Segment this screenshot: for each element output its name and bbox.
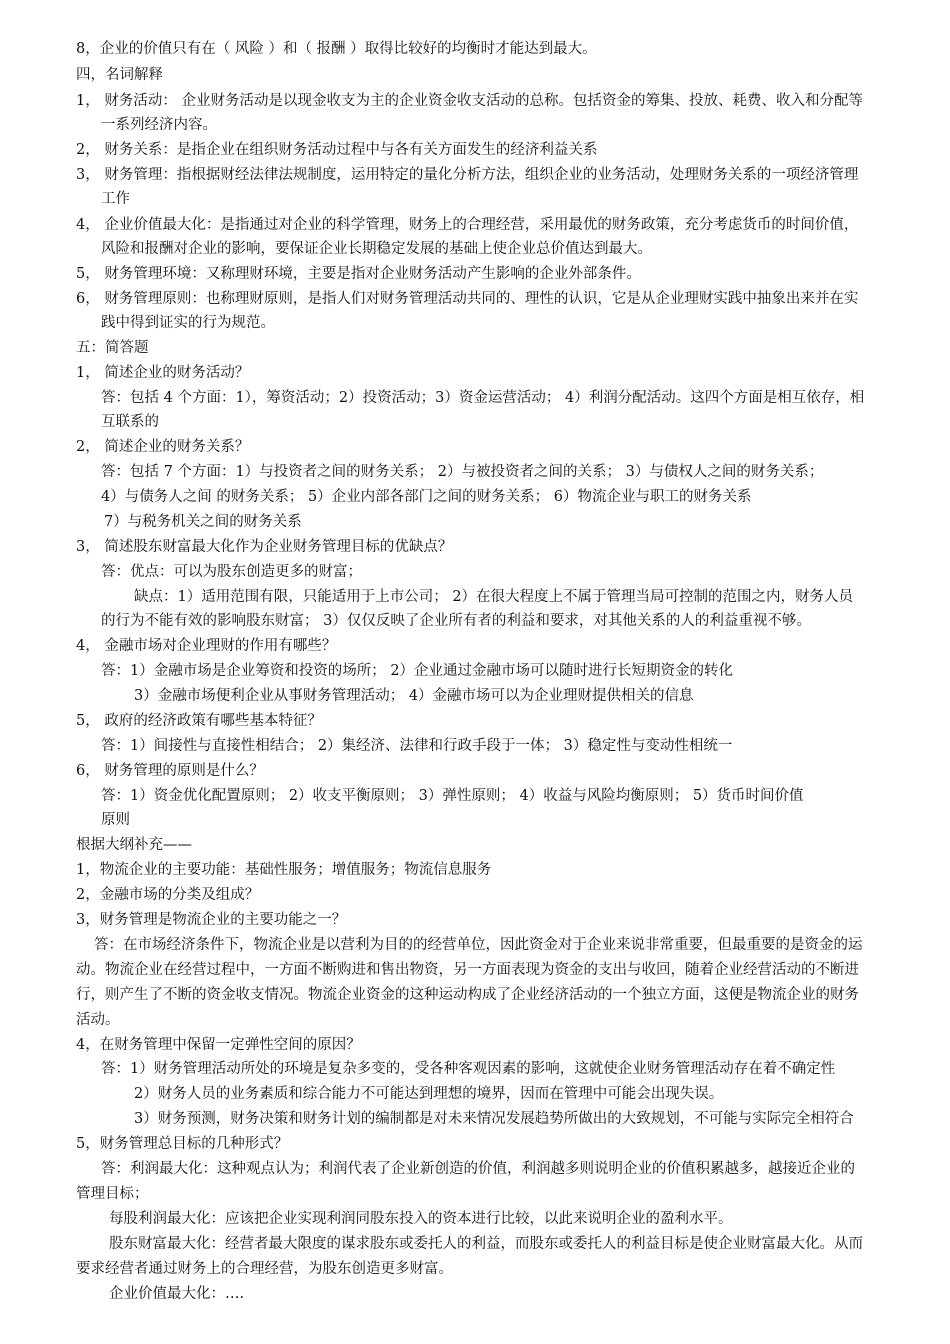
- section-heading: 根据大纲补充——: [76, 837, 192, 853]
- text-line: 1， 财务活动： 企业财务活动是以现金收支为主的企业资金收支活动的总称。包括资金的筹集、投放、耗费、收入和分配等: [76, 93, 863, 109]
- text-line: 工作: [101, 191, 130, 207]
- answer-line: 答：1）间接性与直接性相结合； 2）集经济、法律和行政手段于一体； 3）稳定性与变动性相统一: [101, 738, 733, 754]
- answer-line: 管理目标；: [76, 1186, 149, 1202]
- answer-line: 3）金融市场便利企业从事财务管理活动； 4）金融市场可以为企业理财提供相关的信息: [134, 688, 694, 704]
- answer-line: 的行为不能有效的影响股东财富； 3）仅仅反映了企业所有者的利益和要求，对其他关系的人的利益重视不够。: [101, 613, 811, 629]
- text-line: 3， 财务管理：指根据财经法律法规制度，运用特定的量化分析方法，组织企业的业务活动，处理财务关系的一项经济管理: [76, 167, 859, 183]
- question: 5， 政府的经济政策有哪些基本特征？: [76, 713, 322, 729]
- answer-line: 缺点：1）适用范围有限，只能适用于上市公司； 2）在很大程度上不属于管理当局可控制的范围之内，财务人员: [134, 589, 854, 605]
- answer-line: 答：优点：可以为股东创造更多的财富；: [101, 564, 362, 580]
- answer-line: 活动。: [76, 1012, 120, 1028]
- answer-line: 要求经营者通过财务上的合理经营，为股东创造更多财富。: [76, 1261, 453, 1277]
- answer-line: 原则: [101, 812, 130, 828]
- text-line: 5， 财务管理环境：又称理财环境，主要是指对企业财务活动产生影响的企业外部条件。: [76, 266, 641, 282]
- answer-line: 7）与税务机关之间的财务关系: [104, 514, 302, 530]
- answer-line: 答：利润最大化：这种观点认为；利润代表了企业新创造的价值，利润越多则说明企业的价值积累越多，越接近企业的: [101, 1161, 855, 1177]
- answer-line: 答：1）财务管理活动所处的环境是复杂多变的，受各种客观因素的影响，这就使企业财务管理活动存在着不确定性: [101, 1061, 836, 1077]
- question: 2，金融市场的分类及组成？: [76, 887, 260, 903]
- question: 5，财务管理总目标的几种形式？: [76, 1136, 289, 1152]
- section-heading: 四，名词解释: [76, 67, 163, 83]
- answer-line: 答：包括 4 个方面：1），筹资活动；2）投资活动；3）资金运营活动； 4）利润分配活动。这四个方面是相互依存，相: [101, 390, 865, 406]
- question: 4， 金融市场对企业理财的作用有哪些？: [76, 638, 337, 654]
- question: 3， 简述股东财富最大化作为企业财务管理目标的优缺点？: [76, 539, 453, 555]
- answer-line: 答：1）资金优化配置原则； 2）收支平衡原则； 3）弹性原则； 4）收益与风险均衡原则； 5）货币时间价值: [101, 788, 804, 804]
- question: 3，财务管理是物流企业的主要功能之一？: [76, 912, 347, 928]
- answer-line: 企业价值最大化：….: [109, 1286, 245, 1302]
- answer-line: 股东财富最大化：经营者最大限度的谋求股东或委托人的利益，而股东或委托人的利益目标是使企业财富最大化。从而: [109, 1236, 863, 1252]
- question: 1， 简述企业的财务活动？: [76, 365, 250, 381]
- text-line: 践中得到证实的行为规范。: [101, 315, 275, 331]
- text-line: 4， 企业价值最大化：是指通过对企业的科学管理，财务上的合理经营，采用最优的财务政策，充分考虑货币的时间价值，: [76, 217, 859, 233]
- question: 4，在财务管理中保留一定弹性空间的原因？: [76, 1037, 361, 1053]
- question: 6， 财务管理的原则是什么？: [76, 763, 264, 779]
- text-line: 1，物流企业的主要功能：基础性服务；增值服务；物流信息服务: [76, 862, 492, 878]
- answer-line: 3）财务预测，财务决策和财务计划的编制都是对未来情况发展趋势所做出的大致规划，不可能与实际完全相符合: [134, 1111, 854, 1127]
- text-line: 一系列经济内容。: [101, 117, 217, 133]
- answer-line: 答：包括 7 个方面：1）与投资者之间的财务关系； 2）与被投资者之间的关系； 3）与债权人之间的财务关系；: [101, 464, 824, 480]
- question: 2， 简述企业的财务关系？: [76, 439, 250, 455]
- text-line: 风险和报酬对企业的影响，要保证企业长期稳定发展的基础上使企业总价值达到最大。: [101, 241, 652, 257]
- answer-line: 2）财务人员的业务素质和综合能力不可能达到理想的境界，因而在管理中可能会出现失误。: [134, 1086, 724, 1102]
- answer-line: 答：在市场经济条件下，物流企业是以营利为目的的经营单位，因此资金对于企业来说非常重要，但最重要的是资金的运: [94, 937, 863, 953]
- answer-line: 互联系的: [101, 414, 159, 430]
- answer-line: 行，则产生了不断的资金收支情况。物流企业资金的这种运动构成了企业经济活动的一个独立方面，这便是物流企业的财务: [76, 987, 859, 1003]
- section-heading: 五：简答题: [76, 340, 149, 356]
- text-line: 6， 财务管理原则：也称理财原则，是指人们对财务管理活动共同的、理性的认识，它是从企业理财实践中抽象出来并在实: [76, 291, 859, 307]
- answer-line: 每股利润最大化：应该把企业实现利润同股东投入的资本进行比较，以此来说明企业的盈利水平。: [109, 1211, 733, 1227]
- text-line: 8，企业的价值只有在（ 风险 ）和（ 报酬 ）取得比较好的均衡时才能达到最大。: [76, 41, 597, 57]
- text-line: 2， 财务关系：是指企业在组织财务活动过程中与各有关方面发生的经济利益关系: [76, 142, 598, 158]
- answer-line: 动。物流企业在经营过程中，一方面不断购进和售出物资，另一方面表现为资金的支出与收回，随着企业经营活动的不断进: [76, 962, 859, 978]
- answer-line: 答：1）金融市场是企业筹资和投资的场所； 2）企业通过金融市场可以随时进行长短期资金的转化: [101, 663, 734, 679]
- answer-line: 4）与债务人之间 的财务关系； 5）企业内部各部门之间的财务关系； 6）物流企业与职工的财务关系: [101, 489, 752, 505]
